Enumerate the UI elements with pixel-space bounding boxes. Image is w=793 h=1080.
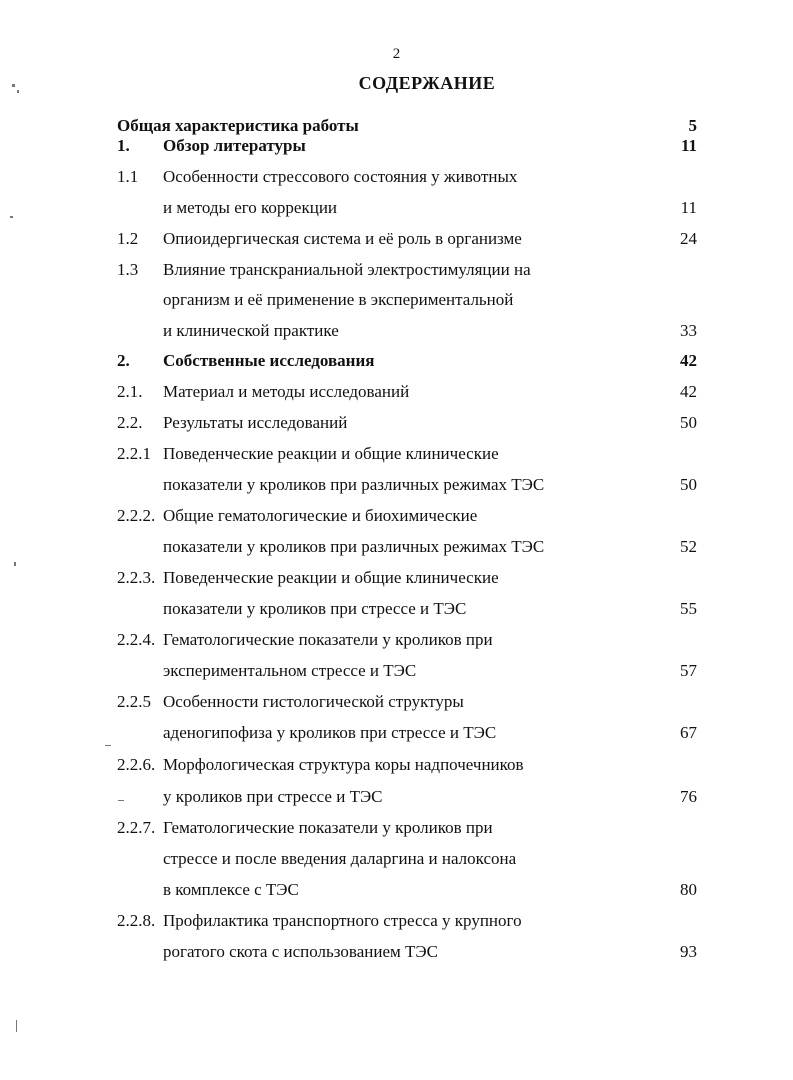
toc-entry-2-2-5-cont [0, 722, 793, 744]
toc-section-number: 2.2.4. [117, 630, 156, 649]
toc-entry-label: и клинической практике [163, 321, 339, 340]
toc-entry-label: Профилактика транспортного стресса у крупного [163, 911, 522, 930]
toc-page-number: 50 [680, 413, 697, 432]
toc-entry-label: показатели у кроликов при стрессе и ТЭС [163, 599, 467, 618]
toc-entry-general [0, 115, 793, 137]
toc-section-number: 2.2.6. [117, 755, 156, 774]
toc-page-number: 24 [680, 229, 697, 248]
toc-entry-1 [0, 135, 793, 157]
toc-entry-label: Гематологические показатели у кроликов при [163, 630, 493, 649]
toc-entry-2-2-6-cont [0, 786, 793, 808]
scan-mark [16, 1020, 17, 1032]
toc-entry-label: стрессе и после введения даларгина и налоксона [163, 849, 517, 868]
toc-entry-2-2-1-cont [0, 474, 793, 496]
toc-entry-2-2-7-cont [0, 879, 793, 901]
toc-entry-1-2 [0, 228, 793, 250]
page-title: СОДЕРЖАНИЕ [358, 73, 496, 93]
toc-entry-label: Результаты исследований [163, 413, 348, 432]
toc-section-number: 2.2.7. [117, 818, 156, 837]
toc-page-number: 42 [680, 351, 697, 370]
toc-section-number: 1.1 [117, 167, 139, 186]
toc-entry-label: Особенности стрессового состояния у животных [163, 167, 518, 186]
toc-page-number: 55 [680, 599, 697, 618]
toc-section-number: 1.2 [117, 229, 139, 248]
scan-mark [17, 90, 19, 93]
toc-entry-label: Гематологические показатели у кроликов при [163, 818, 493, 837]
toc-entry-2-2 [0, 412, 793, 434]
toc-entry-2-2-1 [0, 443, 793, 465]
toc-entry-2-2-2 [0, 505, 793, 527]
toc-page-number: 80 [680, 880, 697, 899]
toc-entry-label: в комплексе с ТЭС [163, 880, 299, 899]
toc-section-number: 1.3 [117, 260, 139, 279]
scan-mark [105, 745, 111, 746]
toc-entry-label: Общие гематологические и биохимические [163, 506, 478, 525]
toc-entry-2 [0, 350, 793, 372]
toc-entry-label: Обзор литературы [163, 136, 306, 155]
toc-page-number: 42 [680, 382, 697, 401]
toc-section-number: 2.1. [117, 382, 143, 401]
toc-section-number: 2.2.8. [117, 911, 156, 930]
toc-entry-1-1 [0, 166, 793, 188]
toc-page-number: 67 [680, 723, 697, 742]
toc-entry-label: Поведенческие реакции и общие клинические [163, 568, 499, 587]
scan-mark [14, 562, 16, 566]
toc-entry-2-1 [0, 381, 793, 403]
toc-page-number: 57 [680, 661, 697, 680]
toc-page-number: 52 [680, 537, 697, 556]
toc-section-number: 2.2.5 [117, 692, 151, 711]
toc-section-number: 2.2. [117, 413, 143, 432]
toc-entry-2-2-5 [0, 691, 793, 713]
toc-entry-2-2-8 [0, 910, 793, 932]
toc-entry-2-2-7-cont [0, 848, 793, 870]
toc-page-number: 93 [680, 942, 697, 961]
toc-section-number: 2. [117, 351, 130, 370]
toc-page-number: 50 [680, 475, 697, 494]
toc-entry-2-2-6 [0, 754, 793, 776]
toc-entry-2-2-7 [0, 817, 793, 839]
toc-entry-label: Поведенческие реакции и общие клинические [163, 444, 499, 463]
toc-entry-label: показатели у кроликов при различных режимах ТЭС [163, 537, 545, 556]
toc-page-number: 76 [680, 787, 697, 806]
toc-entry-label: и методы его коррекции [163, 198, 338, 217]
toc-entry-label: Общая характеристика работы [117, 116, 359, 135]
toc-entry-2-2-4-cont [0, 660, 793, 682]
toc-entry-1-1-cont [0, 197, 793, 219]
toc-entry-2-2-2-cont [0, 536, 793, 558]
toc-section-number: 2.2.1 [117, 444, 151, 463]
toc-entry-2-2-3 [0, 567, 793, 589]
toc-page-number: 5 [688, 116, 697, 135]
toc-page-number: 11 [680, 198, 697, 217]
toc-entry-label: рогатого скота с использованием ТЭС [163, 942, 438, 961]
toc-entry-label: Особенности гистологической структуры [163, 692, 464, 711]
toc-entry-label: аденогипофиза у кроликов при стрессе и ТЭС [163, 723, 497, 742]
toc-entry-label: экспериментальном стрессе и ТЭС [163, 661, 417, 680]
toc-entry-label: Морфологическая структура коры надпочечников [163, 755, 524, 774]
toc-entry-2-2-8-cont [0, 941, 793, 963]
toc-entry-label: Опиоидергическая система и её роль в организме [163, 229, 522, 248]
toc-page-number: 11 [680, 136, 697, 155]
toc-entry-1-3-cont [0, 289, 793, 311]
page-number: 2 [392, 46, 401, 62]
toc-entry-label: у кроликов при стрессе и ТЭС [163, 787, 383, 806]
toc-entry-2-2-3-cont [0, 598, 793, 620]
toc-section-number: 2.2.3. [117, 568, 156, 587]
toc-section-number: 2.2.2. [117, 506, 156, 525]
toc-entry-label: Материал и методы исследований [163, 382, 410, 401]
toc-entry-1-3 [0, 259, 793, 281]
toc-entry-label: организм и её применение в экспериментальной [163, 290, 514, 309]
toc-section-number: 1. [117, 136, 130, 155]
toc-entry-label: Собственные исследования [163, 351, 375, 370]
toc-page-number: 33 [680, 321, 697, 340]
toc-entry-2-2-4 [0, 629, 793, 651]
toc-entry-label: показатели у кроликов при различных режимах ТЭС [163, 475, 545, 494]
toc-entry-label: Влияние транскраниальной электростимуляции на [163, 260, 531, 279]
toc-entry-1-3-cont [0, 320, 793, 342]
scan-mark [12, 84, 15, 87]
